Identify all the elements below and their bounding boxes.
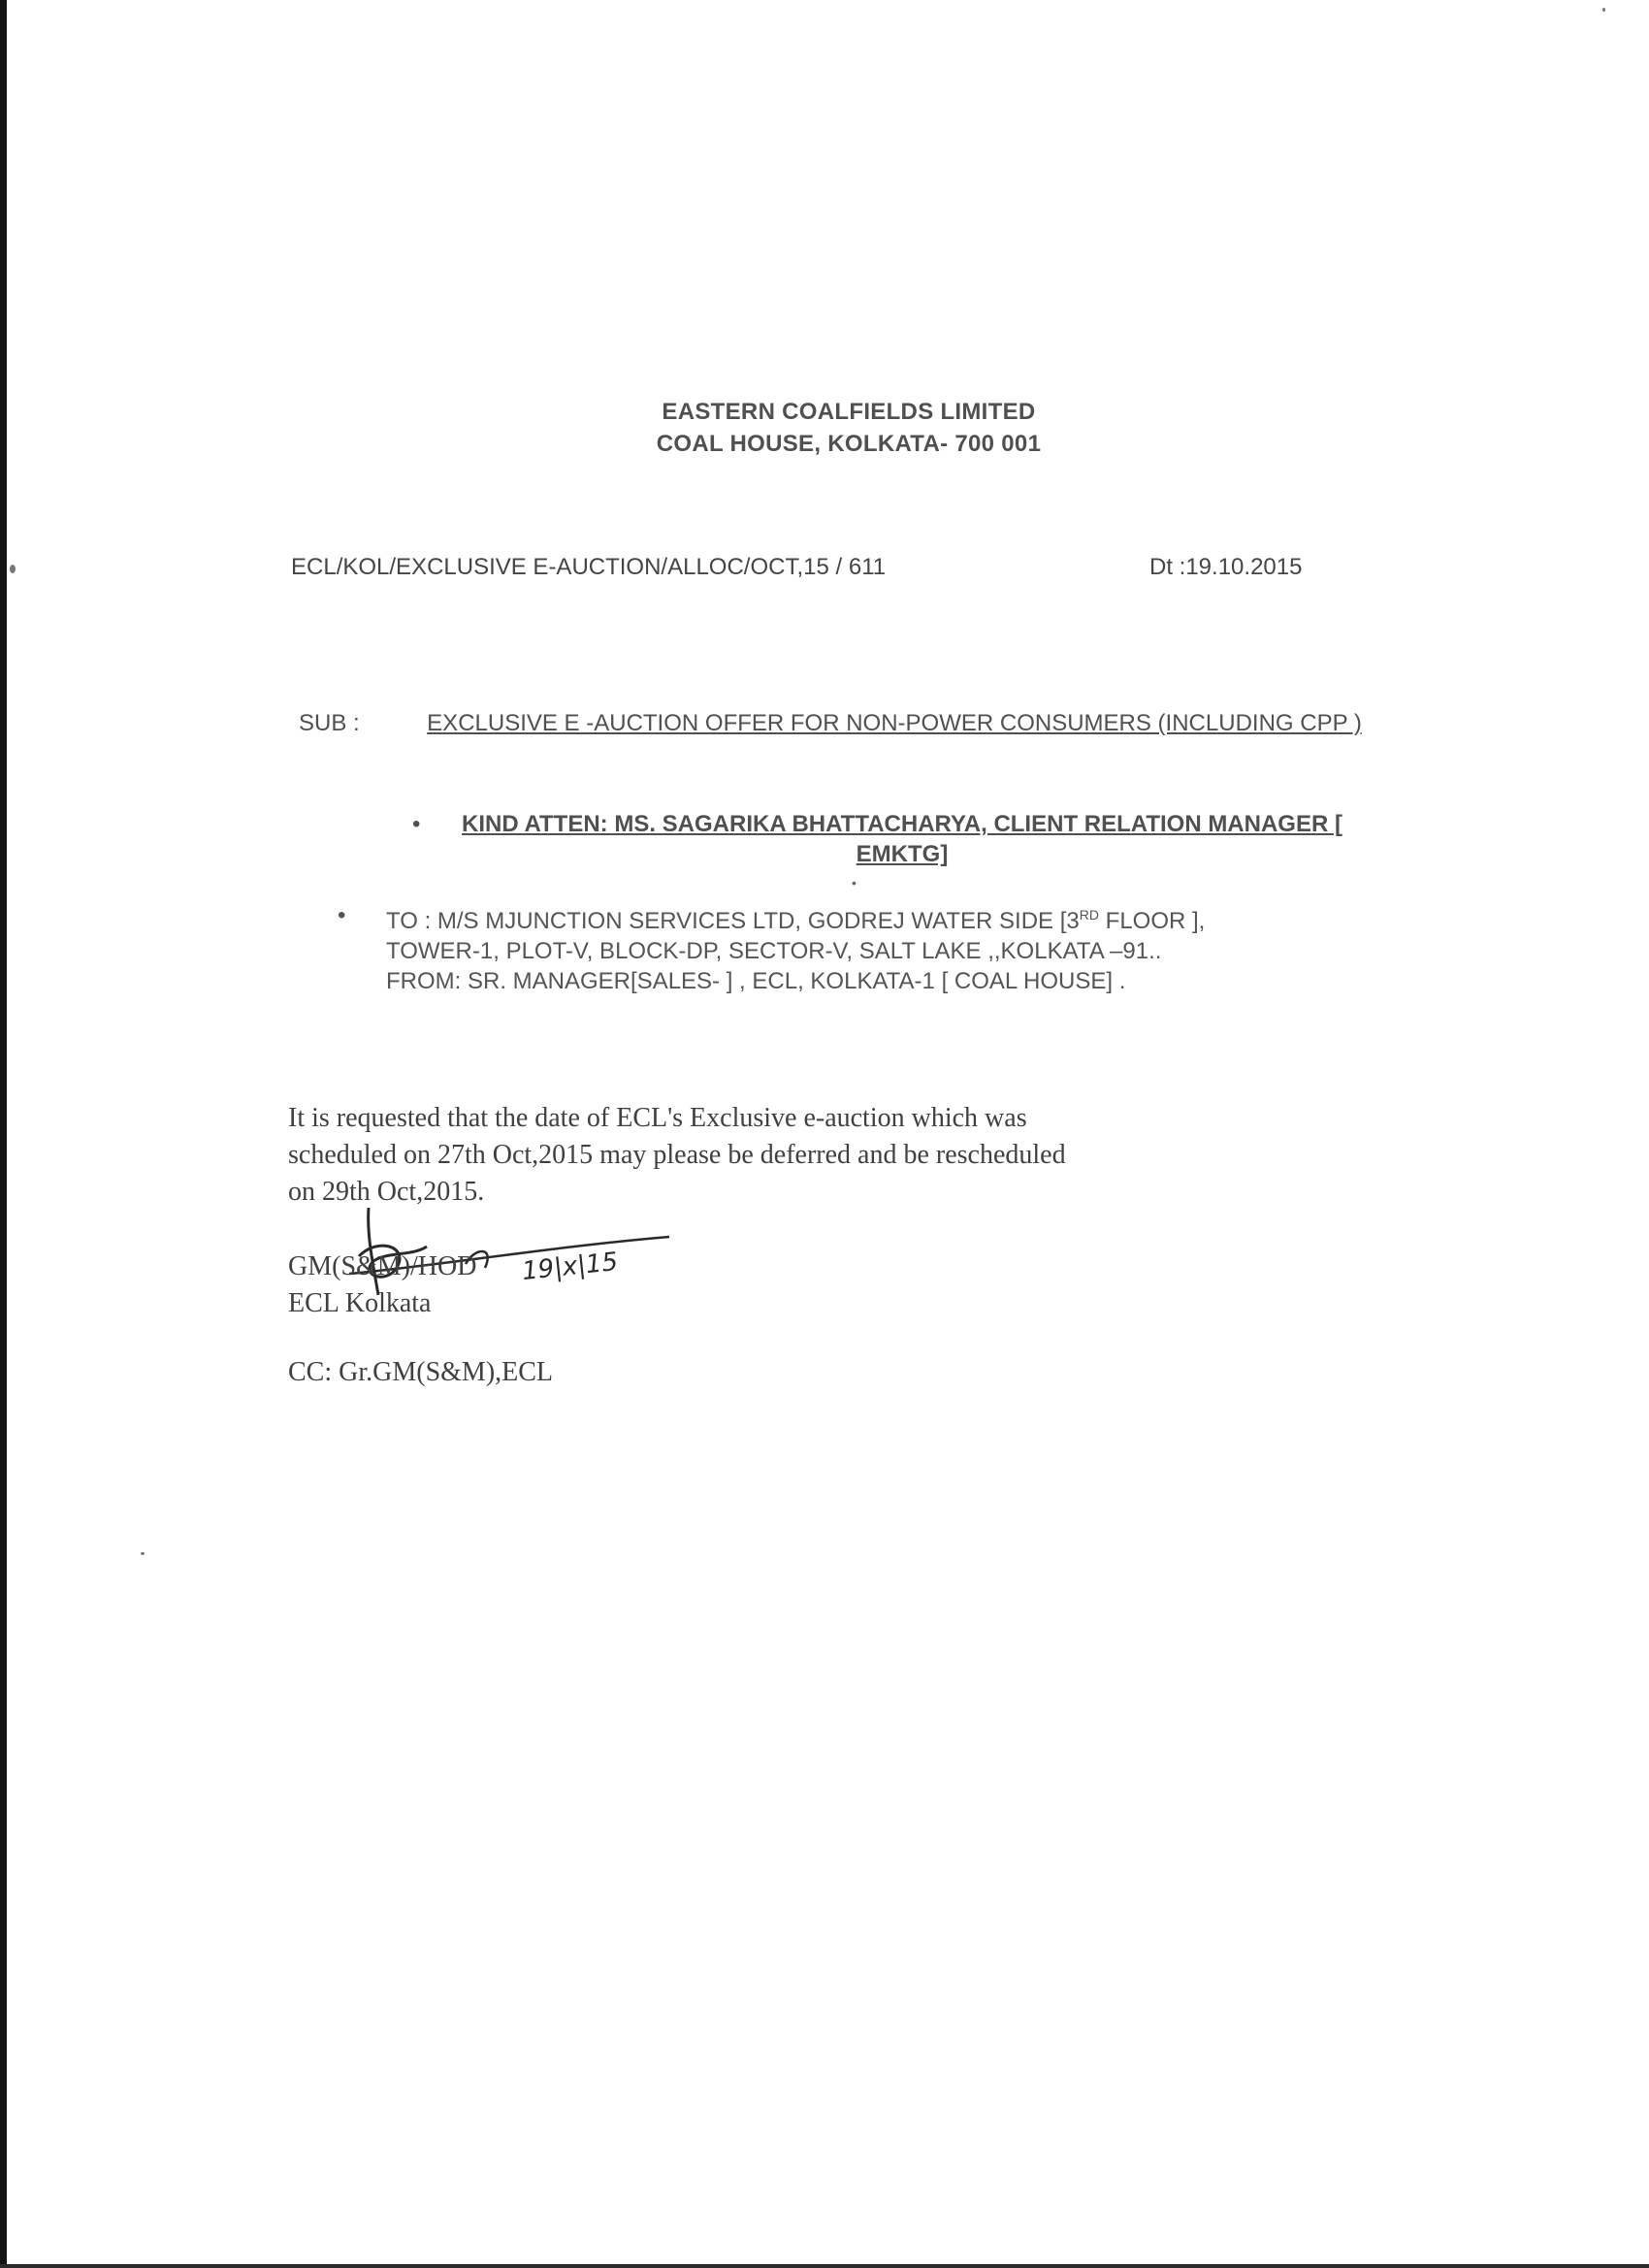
scan-speck [1602,8,1605,12]
handwritten-date: 19|x|15 [521,1247,620,1287]
reference-number: ECL/KOL/EXCLUSIVE E-AUCTION/ALLOC/OCT,15 / 611 [291,554,887,580]
signatory-designation: GM(S&M)/HOD [288,1251,477,1281]
reference-line [291,554,1324,581]
subject-label: SUB : [299,710,360,736]
letterhead [0,396,1649,460]
from-line: FROM: SR. MANAGER[SALES- ] , ECL, KOLKATA-1 [ COAL HOUSE] . [386,968,1126,994]
signatory-office: ECL Kolkata [288,1288,432,1318]
to-line: TO : M/S MJUNCTION SERVICES LTD, GODREJ WATER SIDE [3RD FLOOR ], [386,907,1206,934]
company-name: EASTERN COALFIELDS LIMITED [662,399,1036,425]
bullet-icon: • [412,811,421,837]
signature-block [288,1248,870,1322]
body-paragraph: It is requested that the date of ECL's Exclusive e-auction which was scheduled on 27th Oct,2015 may please be deferred and be rescheduled on 29th Oct,2015. [288,1103,1066,1207]
scan-speck [10,565,16,573]
scan-edge-left [0,0,7,2268]
bullet-icon: • [338,902,346,928]
scan-edge-bottom [0,2264,1649,2268]
signatory-line [288,1248,870,1285]
cc-line: CC: Gr.GM(S&M),ECL [288,1357,554,1387]
letter-date: Dt :19.10.2015 [1149,554,1303,580]
to-address-line: TOWER-1, PLOT-V, BLOCK-DP, SECTOR-V, SALT LAKE ,,KOLKATA –91.. [386,938,1162,964]
scan-speck [141,1552,145,1555]
company-address: COAL HOUSE, KOLKATA- 700 001 [656,431,1042,457]
attention-text: KIND ATTEN: MS. SAGARIKA BHATTACHARYA, CLIENT RELATION MANAGER [ EMKTG] [462,811,1342,867]
subject-text: EXCLUSIVE E -AUCTION OFFER FOR NON-POWER CONSUMERS (INCLUDING CPP ) [427,710,1362,736]
bullet-icon: • [852,875,857,891]
